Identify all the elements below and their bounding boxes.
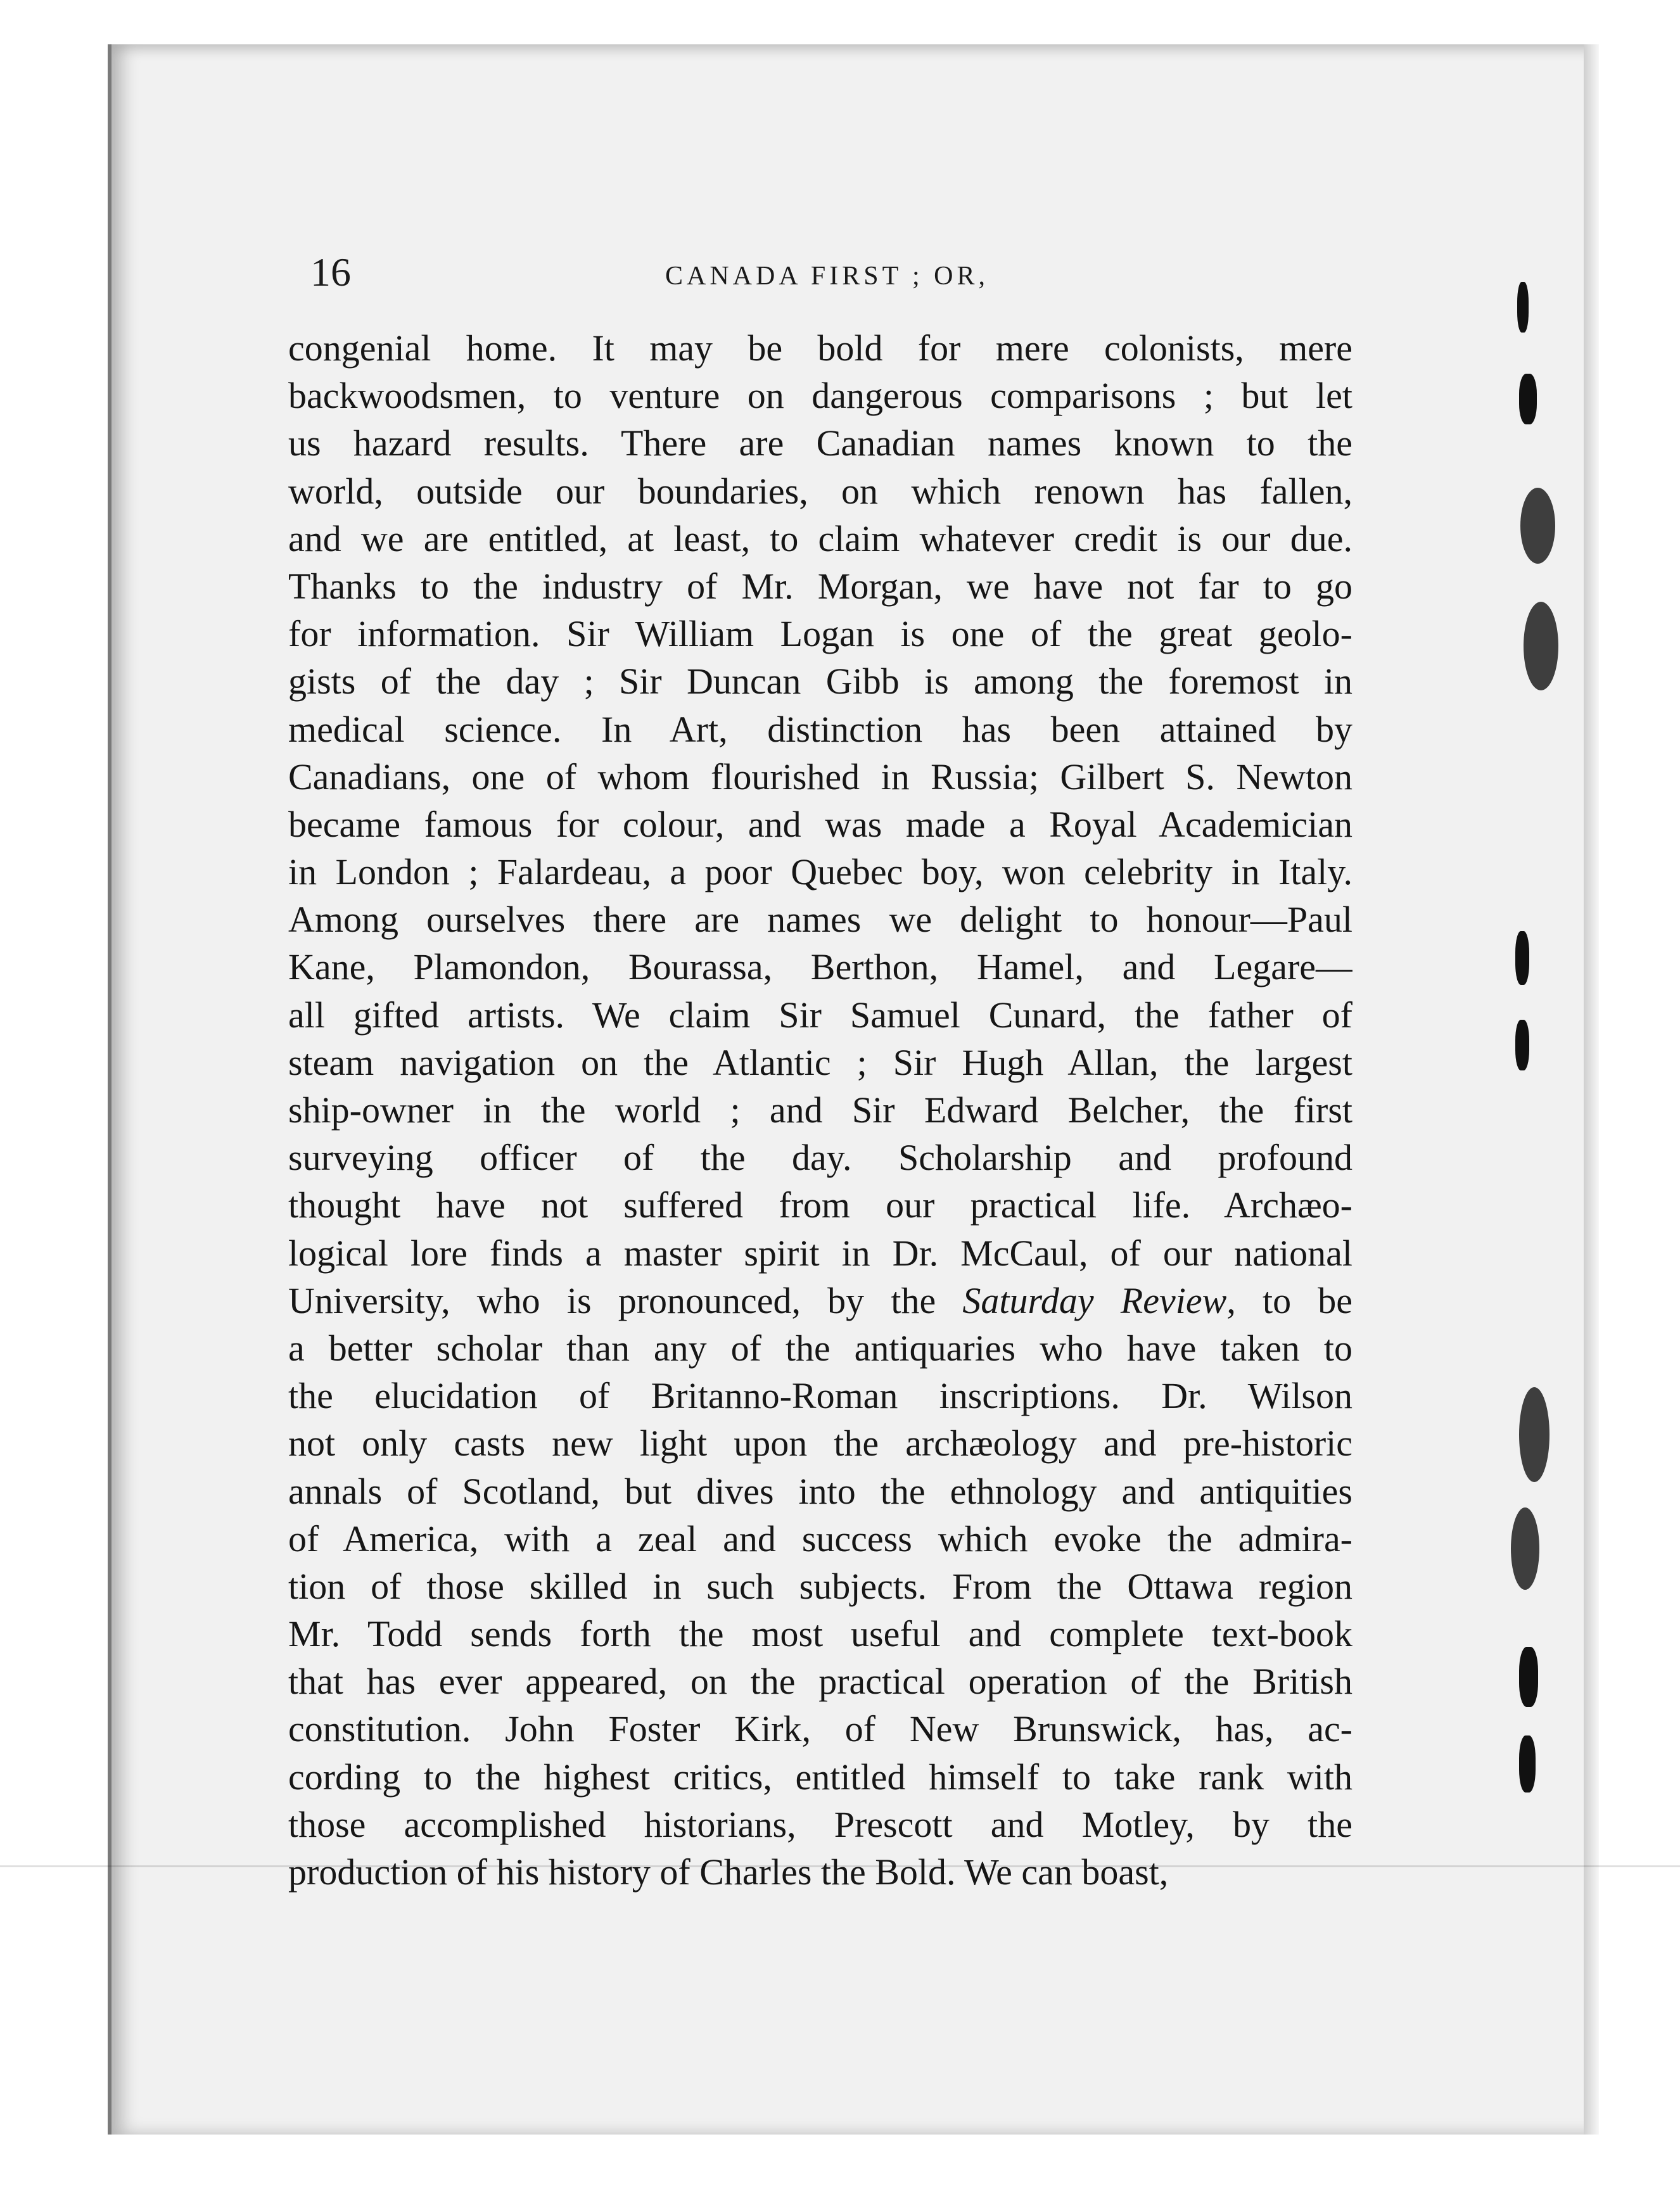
- text-line: and we are entitled, at least, to claim whatever credit is our due.: [288, 517, 1352, 559]
- text-line: in London ; Falardeau, a poor Quebec boy, won celebrity in Italy.: [288, 851, 1352, 893]
- text-line: steam navigation on the Atlantic ; Sir Hugh Allan, the largest: [288, 1041, 1352, 1083]
- ink-mark: [1519, 1647, 1538, 1707]
- text-line: a better scholar than any of the antiquaries who have taken to: [288, 1327, 1352, 1369]
- text-line: logical lore finds a master spirit in Dr. McCaul, of our national: [288, 1232, 1352, 1274]
- scan-fold-line: [0, 1865, 1680, 1867]
- ink-mark: [1519, 1735, 1536, 1792]
- text-line: became famous for colour, and was made a Royal Academician: [288, 803, 1352, 845]
- page-number: 16: [310, 250, 351, 295]
- text-line: Thanks to the industry of Mr. Morgan, we have not far to go: [288, 565, 1352, 607]
- ink-mark: [1515, 931, 1529, 985]
- body-text: [288, 324, 1352, 1896]
- ink-smudge: [1524, 602, 1558, 690]
- text-line: Canadians, one of whom flourished in Russia; Gilbert S. Newton: [288, 756, 1352, 797]
- text-line: constitution. John Foster Kirk, of New Brunswick, has, ac-: [288, 1708, 1352, 1750]
- text-line: of America, with a zeal and success which evoke the admira-: [288, 1518, 1352, 1559]
- ink-mark: [1519, 374, 1537, 424]
- italic-title: Saturday Review: [962, 1279, 1227, 1321]
- text-line: not only casts new light upon the archæology and pre-historic: [288, 1423, 1352, 1464]
- text-line: production of his history of Charles the Bold. We can boast,: [288, 1851, 1169, 1893]
- ink-smudge: [1519, 1387, 1550, 1482]
- text-line: the elucidation of Britanno-Roman inscriptions. Dr. Wilson: [288, 1375, 1352, 1417]
- text-line: for information. Sir William Logan is one of the great geolo-: [288, 613, 1352, 655]
- text-line: thought have not suffered from our practical life. Archæo-: [288, 1184, 1352, 1226]
- text-line: those accomplished historians, Prescott and Motley, by the: [288, 1803, 1352, 1845]
- text-line: ship-owner in the world ; and Sir Edward Belcher, the first: [288, 1089, 1352, 1131]
- text-line: backwoodsmen, to venture on dangerous comparisons ; but let: [288, 375, 1352, 417]
- page-edge: [1584, 44, 1599, 2135]
- ink-mark: [1515, 1020, 1529, 1070]
- ink-mark: [1517, 282, 1529, 333]
- text-line: Mr. Todd sends forth the most useful and complete text-book: [288, 1613, 1352, 1655]
- text-line: tion of those skilled in such subjects. From the Ottawa region: [288, 1565, 1352, 1607]
- text-line: us hazard results. There are Canadian names known to the: [288, 422, 1352, 464]
- text-segment: , to be: [1226, 1279, 1352, 1321]
- text-line: medical science. In Art, distinction has been attained by: [288, 708, 1352, 750]
- text-line: that has ever appeared, on the practical operation of the British: [288, 1661, 1352, 1703]
- text-line: annals of Scotland, but dives into the ethnology and antiquities: [288, 1470, 1352, 1512]
- text-line: cording to the highest critics, entitled himself to take rank with: [288, 1756, 1352, 1798]
- text-line: [288, 1277, 1352, 1324]
- ink-smudge: [1520, 488, 1555, 564]
- running-head: [310, 247, 1438, 298]
- ink-smudge: [1511, 1507, 1539, 1590]
- text-line: congenial home. It may be bold for mere colonists, mere: [288, 327, 1352, 369]
- text-segment: University, who is pronounced, by the: [288, 1279, 936, 1321]
- text-line: world, outside our boundaries, on which renown has fallen,: [288, 470, 1352, 512]
- text-line: Among ourselves there are names we delight to honour—Paul: [288, 899, 1352, 941]
- running-head-title: CANADA FIRST ; OR,: [665, 262, 989, 291]
- text-line: surveying officer of the day. Scholarship and profound: [288, 1137, 1352, 1179]
- text-line: all gifted artists. We claim Sir Samuel Cunard, the father of: [288, 994, 1352, 1036]
- text-line: gists of the day ; Sir Duncan Gibb is among the foremost in: [288, 661, 1352, 702]
- text-line: Kane, Plamondon, Bourassa, Berthon, Hamel, and Legare—: [288, 946, 1352, 988]
